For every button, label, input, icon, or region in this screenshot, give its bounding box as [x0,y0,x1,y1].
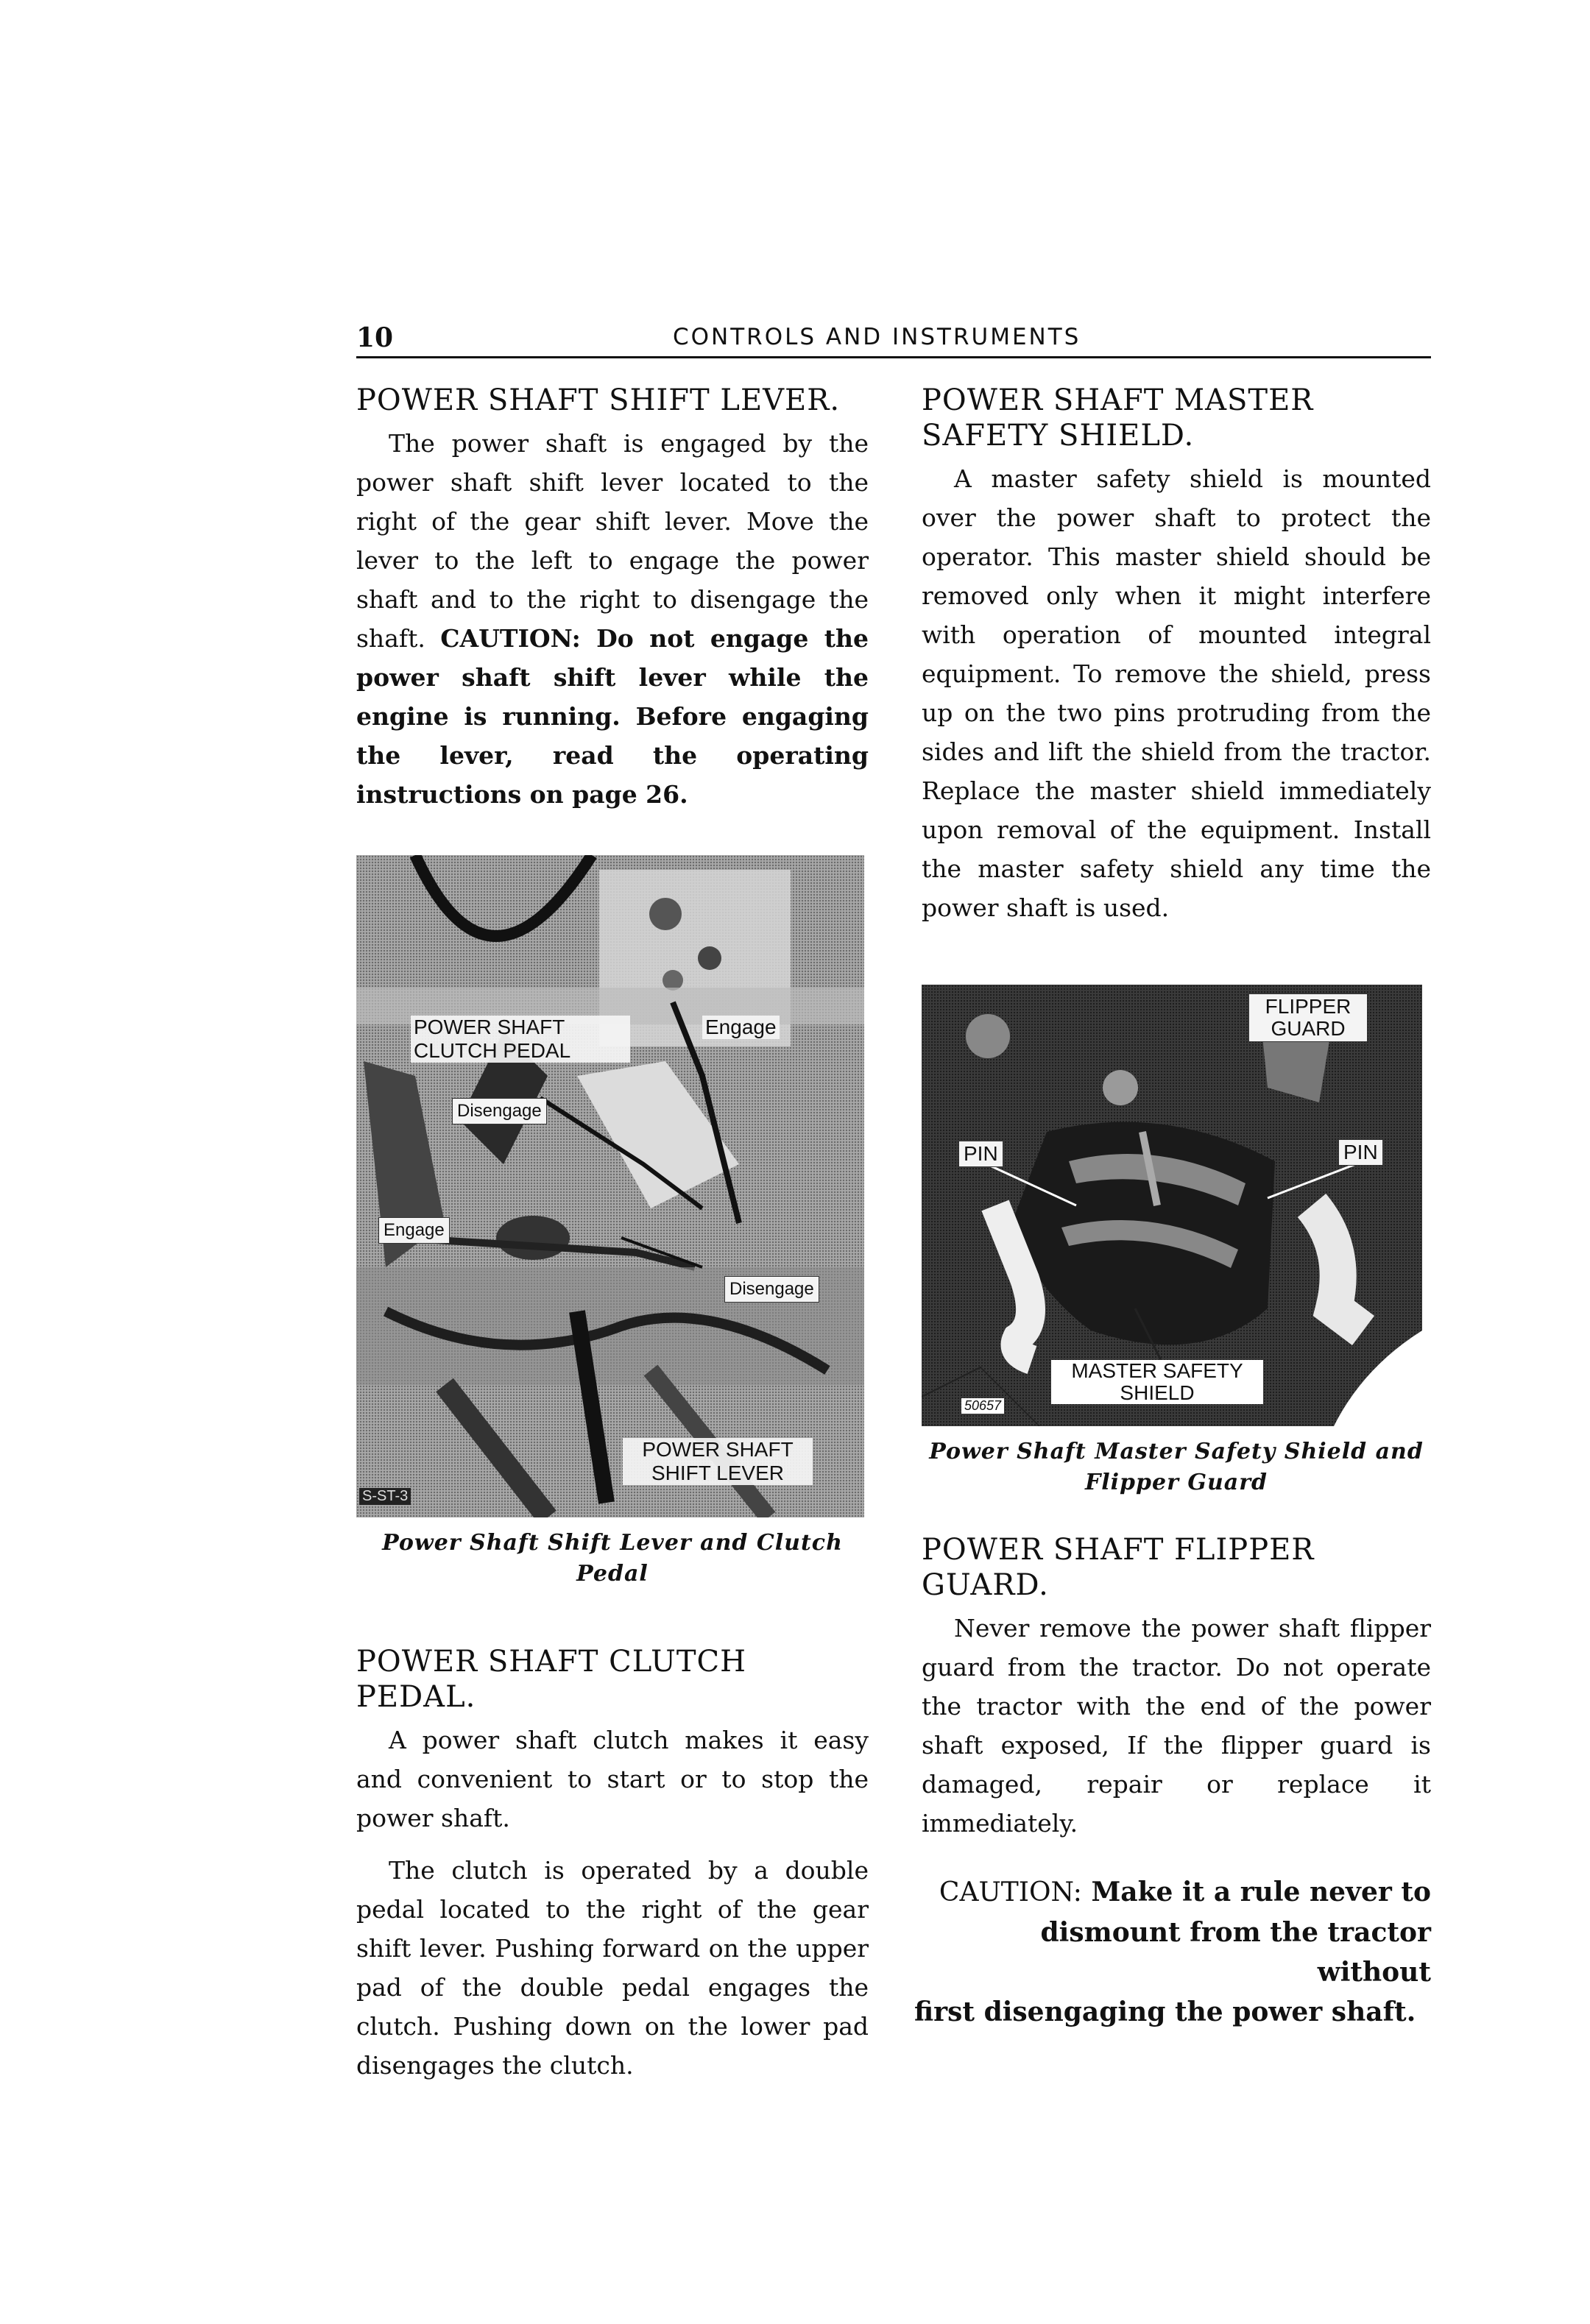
label-master-safety-shield: MASTER SAFETY SHIELD [1051,1360,1263,1404]
shift-lever-body: The power shaft is engaged by the power shaft shift lever located to the right of the gear shift lever. Move the lever to the left to engage the power shaft and to the right to disengage the shaft. [356,429,869,653]
label-pin-left: PIN [958,1141,1003,1167]
header-rule [356,356,1431,358]
figure-shift-lever-photo [356,855,864,1517]
section-title-clutch-pedal: POWER SHAFT CLUTCH PEDAL. [356,1645,747,1714]
shift-lever-photo-illustration [356,855,864,1517]
running-title: CONTROLS AND INSTRUMENTS [673,324,1081,350]
figure-caption-master-shield: Power Shaft Master Safety Shield and Flipper Guard [929,1439,1424,1495]
label-disengage-right: Disengage [724,1276,819,1303]
caution-last-line: first disengaging the power shaft. [914,1997,1416,2027]
right-column [914,383,1431,2032]
section-title-flipper-guard: POWER SHAFT FLIPPER GUARD. [922,1533,1315,1602]
section-title-shift-lever: POWER SHAFT SHIFT LEVER. [356,383,841,417]
shift-lever-caution: CAUTION: Do not engage the power shaft shift lever while the engine is running. Before engaging the lever, read the operating instructions on page 26. [356,624,869,809]
figure-master-shield-photo [922,985,1422,1426]
figure-code-2: 50657 [961,1398,1004,1414]
label-pin-right: PIN [1338,1139,1383,1166]
master-shield-text: A master safety shield is mounted over the power shaft to protect the operator. This master shield should be removed only when it might interfere with operation of mounted integral equipment. To remove the shield, press up on the two pins protruding from the sides and lift the shield from the tractor. Replace the master shield immediately upon removal of the equipment. Install the master safety shield any time the power shaft is used. [922,464,1431,922]
flipper-guard-text: Never remove the power shaft flipper guard from the tractor. Do not operate the tractor with the end of the power shaft exposed, If the flipper guard is damaged, repair or replace it immediately. [922,1614,1431,1838]
section-title-master-shield: POWER SHAFT MASTER SAFETY SHIELD. [922,383,1314,453]
clutch-pedal-text-1: A power shaft clutch makes it easy and convenient to start or to stop the power shaft. [356,1726,869,1832]
caution-word: CAUTION: [939,1877,1082,1907]
label-power-shaft-clutch-pedal: POWER SHAFT CLUTCH PEDAL [411,1016,630,1063]
label-flipper-guard: FLIPPER GUARD [1248,993,1368,1042]
label-engage-left: Engage [378,1217,450,1244]
label-disengage-top: Disengage [452,1098,547,1124]
clutch-pedal-text-2: The clutch is operated by a double pedal located to the right of the gear shift lever. Pushing forward on the upper pad of the double pedal engages the clutch. Pushing down on the lower pad disengages the clutch. [356,1856,869,2080]
figure-caption-shift-lever: Power Shaft Shift Lever and Clutch Pedal [382,1530,843,1587]
left-column [356,383,869,2098]
shift-lever-text [356,424,869,814]
label-power-shaft-shift-lever: POWER SHAFT SHIFT LEVER [623,1438,813,1485]
figure-code: S-ST-3 [359,1488,411,1505]
caution-text: Make it a rule never to dismount from the tractor without [1040,1877,1431,1988]
label-engage-top: Engage [702,1016,780,1039]
page-number: 10 [356,322,394,353]
caution-box [914,1872,1431,2032]
page-header [356,322,1431,358]
